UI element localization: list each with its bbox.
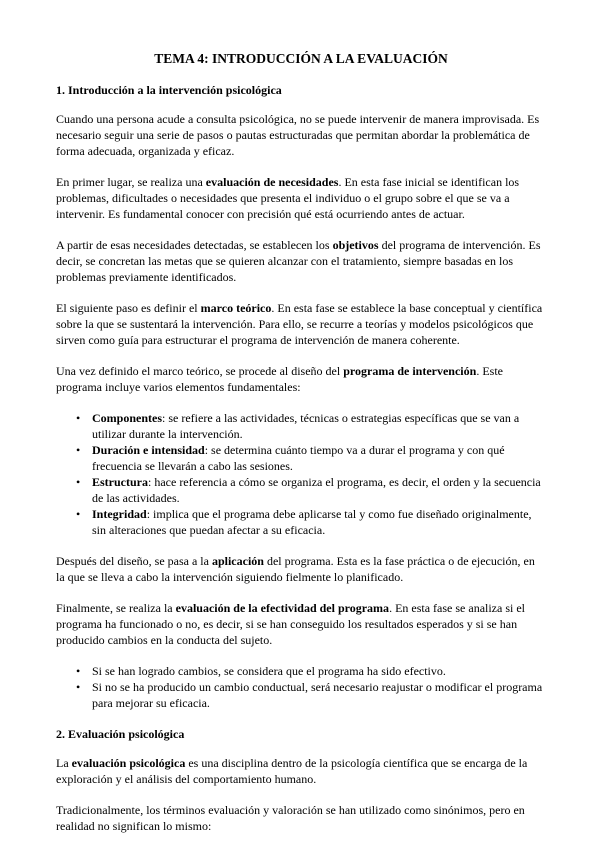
- list-item-text: : implica que el programa debe aplicarse tal y como fue diseñado originalmente, sin alteraciones que puedan afectar a su eficacia.: [92, 507, 532, 537]
- bullet-icon: •: [76, 680, 81, 694]
- list-item-text: : hace referencia a cómo se organiza el programa, es decir, el orden y la secuencia de las actividades.: [92, 475, 541, 505]
- section-2-heading: 2. Evaluación psicológica: [56, 727, 185, 741]
- paragraph-2-text-a: En primer lugar, se realiza una: [56, 175, 206, 189]
- bullet-icon: •: [76, 411, 81, 425]
- bullet-icon: •: [76, 475, 81, 489]
- paragraph-6-bold: aplicación: [211, 554, 264, 568]
- outcome-list: [56, 663, 546, 711]
- list-item: [56, 663, 546, 679]
- list-item-text: Si se han logrado cambios, se considera que el programa ha sido efectivo.: [92, 664, 446, 678]
- paragraph-3-bold: objetivos: [332, 238, 379, 252]
- section-1-heading: 1. Introducción a la intervención psicológica: [56, 83, 282, 97]
- paragraph-5-text-a: Una vez definido el marco teórico, se procede al diseño del: [56, 364, 344, 378]
- paragraph-7-text-a: Finalmente, se realiza la: [56, 601, 176, 615]
- paragraph-8-text-a: La: [56, 756, 72, 770]
- list-item-text: Si no se ha producido un cambio conductual, será necesario reajustar o modificar el programa para mejorar su eficacia.: [92, 680, 543, 710]
- list-item-term: Duración e intensidad: [92, 443, 205, 457]
- list-item-term: Integridad: [92, 507, 147, 521]
- paragraph-5-bold: programa de intervención: [343, 364, 477, 378]
- paragraph-6-text-a: Después del diseño, se pasa a la: [56, 554, 212, 568]
- paragraph-6: [56, 553, 546, 585]
- list-item: [56, 679, 546, 711]
- paragraph-1: Cuando una persona acude a consulta psicológica, no se puede intervenir de manera improvisada. Es necesario seguir una serie de pasos o pautas estructuradas que permitan abordar la problemática de forma adecuada, organizada y eficaz.: [56, 112, 540, 158]
- bullet-icon: •: [76, 664, 81, 678]
- paragraph-4: [56, 300, 546, 348]
- list-item-term: Estructura: [92, 475, 148, 489]
- paragraph-6-text-c: del programa. Esta es la fase práctica o de ejecución, en la que se lleva a cabo la intervención siguiendo fielmente lo planificado.: [56, 554, 535, 584]
- paragraph-7: [56, 600, 546, 648]
- paragraph-8-bold: evaluación psicológica: [71, 756, 186, 770]
- paragraph-5-text-c: . Este programa incluye varios elementos fundamentales:: [56, 364, 503, 394]
- paragraph-5: [56, 363, 546, 395]
- paragraph-4-bold: marco teórico: [200, 301, 272, 315]
- paragraph-7-text-c: . En esta fase se analiza si el programa ha funcionado o no, es decir, si se han conseguido los resultados esperados y si se han producido cambios en la conducta del sujeto.: [56, 601, 525, 647]
- list-item-text: : se refiere a las actividades, técnicas o estrategias específicas que se van a utilizar durante la intervención.: [92, 411, 520, 441]
- paragraph-4-text-c: . En esta fase se establece la base conceptual y científica sobre la que se sustentará la intervención. Para ello, se recurre a teorías y modelos psicológicos que sirven como guía para estructurar el programa de intervención de manera coherente.: [56, 301, 543, 347]
- list-item: [56, 506, 546, 538]
- paragraph-3-text-c: del programa de intervención. Es decir, se concretan las metas que se quieren alcanzar con el tratamiento, siempre basadas en los problemas previamente identificados.: [56, 238, 541, 284]
- paragraph-4-text-a: El siguiente paso es definir el: [56, 301, 201, 315]
- list-item: [56, 474, 546, 506]
- paragraph-3: [56, 237, 546, 285]
- paragraph-2-bold: evaluación de necesidades: [205, 175, 339, 189]
- document-page: [56, 50, 546, 849]
- program-elements-list: [56, 410, 546, 538]
- paragraph-2-text-c: . En esta fase inicial se identifican los problemas, dificultades o necesidades que presenta el individuo o el grupo sobre el que se va a intervenir. Es fundamental conocer con precisión qué está ocurriendo antes de actuar.: [56, 175, 520, 221]
- paragraph-9: Tradicionalmente, los términos evaluación y valoración se han utilizado como sinónimos, pero en realidad no significan lo mismo:: [56, 803, 525, 833]
- paragraph-8: [56, 755, 546, 787]
- list-item: [56, 410, 546, 442]
- bullet-icon: •: [76, 443, 81, 457]
- bullet-icon: •: [76, 507, 81, 521]
- paragraph-2: [56, 174, 546, 222]
- document-title: TEMA 4: INTRODUCCIÓN A LA EVALUACIÓN: [154, 51, 448, 66]
- paragraph-8-text-c: es una disciplina dentro de la psicología científica que se encarga de la exploración y el análisis del comportamiento humano.: [56, 756, 528, 786]
- list-item-text: : se determina cuánto tiempo va a durar el programa y con qué frecuencia se llevarán a cabo las sesiones.: [92, 443, 505, 473]
- paragraph-3-text-a: A partir de esas necesidades detectadas, se establecen los: [56, 238, 333, 252]
- paragraph-7-bold: evaluación de la efectividad del programa: [175, 601, 390, 615]
- list-item: [56, 442, 546, 474]
- list-item-term: Componentes: [92, 411, 163, 425]
